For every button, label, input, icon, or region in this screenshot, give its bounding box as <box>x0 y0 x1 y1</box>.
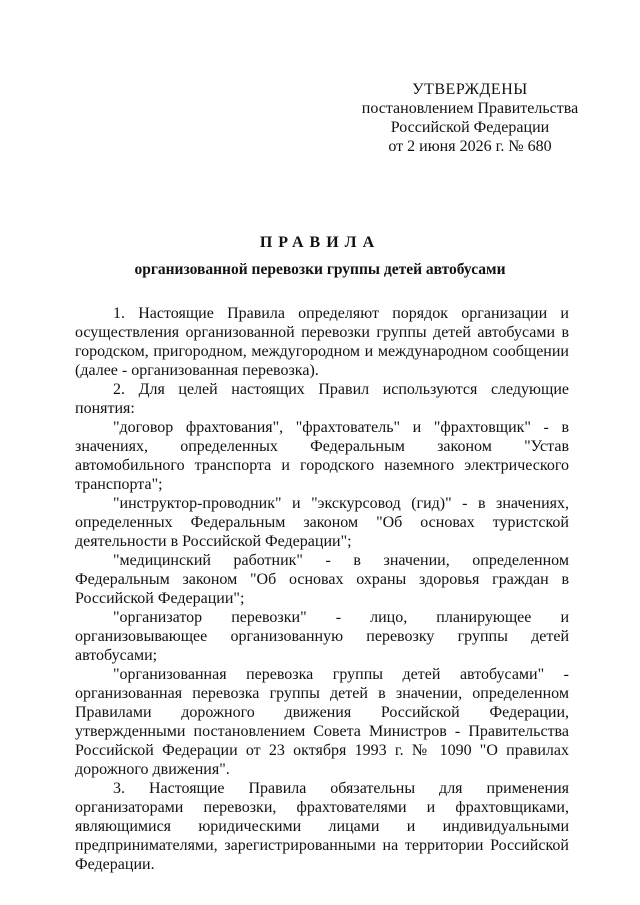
document-body <box>75 304 569 874</box>
definition-organizer: "организатор перевозки" - лицо, планирующее и организовывающее организованную перевозку группы детей автобусами; <box>75 609 569 664</box>
approval-authority-country: Российской Федерации <box>390 119 550 136</box>
approval-block <box>320 80 620 156</box>
approval-date-number: от 2 июня 2026 г. № 680 <box>388 138 552 155</box>
paragraph-1: 1. Настоящие Правила определяют порядок организации и осуществления организованной перевозки группы детей автобусами в городском, пригородном, междугородном и международном сообщении (далее - организованная перевозка). <box>75 305 569 379</box>
paragraph-3: 3. Настоящие Правила обязательны для применения организаторами перевозки, фрахтователями и фрахтовщиками, являющимися юридическими лицами и индивидуальными предпринимателями, зарегистрированными на территории Российской Федерации. <box>75 780 569 873</box>
document-title: ПРАВИЛА <box>259 234 381 251</box>
paragraph-2: 2. Для целей настоящих Правил используются следующие понятия: <box>75 381 569 417</box>
definition-organized-transport: "организованная перевозка группы детей автобусами" - организованная перевозка группы детей в значении, определенном Правилами дорожного движения Российской Федерации, утвержденными постановлением Совета Министров - Правительства Российской Федерации от 23 октября 1993 г. № 1090 "О правилах дорожного движения". <box>75 666 569 778</box>
definition-medical-worker: "медицинский работник" - в значении, определенном Федеральным законом "Об основах охраны здоровья граждан в Российской Федерации"; <box>75 552 569 607</box>
definition-charter: "договор фрахтования", "фрахтователь" и "фрахтовщик" - в значениях, определенных Федеральным законом "Устав автомобильного транспорта и городского наземного электрического транспорта"; <box>75 419 569 493</box>
definition-guide: "инструктор-проводник" и "экскурсовод (гид)" - в значениях, определенных Федеральным законом "Об основах туристской деятельности в Российской Федерации"; <box>75 495 569 550</box>
approval-heading: УТВЕРЖДЕНЫ <box>412 81 528 98</box>
document-subtitle: организованной перевозки группы детей автобусами <box>134 261 506 278</box>
approval-authority: постановлением Правительства <box>361 100 579 117</box>
